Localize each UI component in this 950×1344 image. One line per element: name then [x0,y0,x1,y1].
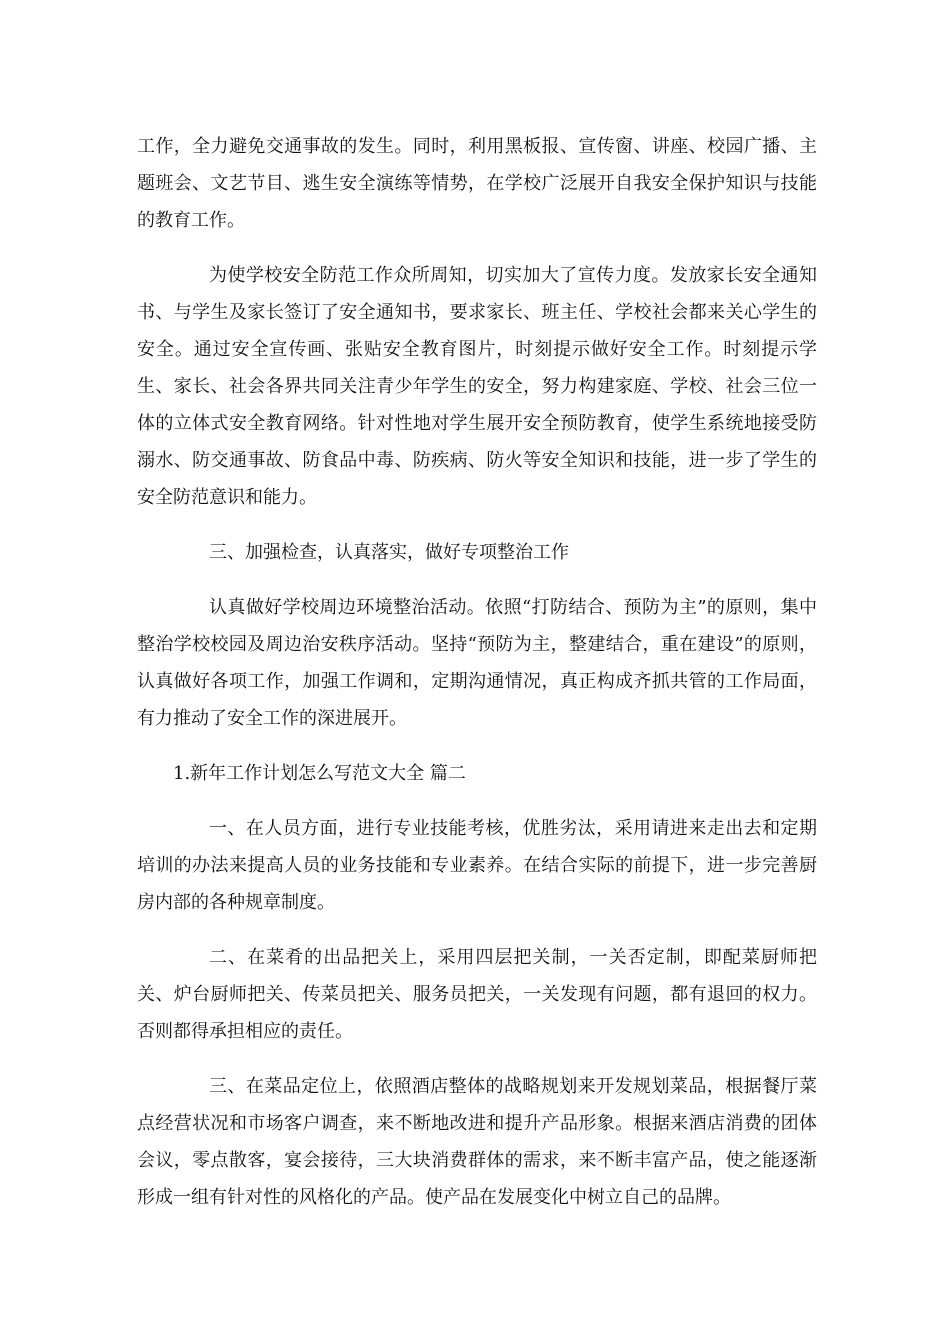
paragraph-traffic-safety: 工作，全力避免交通事故的发生。同时，利用黑板报、宣传窗、讲座、校园广播、主题班会、文艺节目、逃生安全演练等情势，在学校广泛展开自我安全保护知识与技能的教育工作。 [137,136,817,231]
paragraph-environment-rectification: 认真做好学校周边环境整治活动。依照“打防结合、预防为主”的原则，集中整治学校校园及周边治安秩序活动。坚持“预防为主，整建结合，重在建设”的原则，认真做好各项工作，加强工作调和，定期沟通情况，真正构成齐抓共管的工作局面，有力推动了安全工作的深进展开。 [137,597,817,729]
document-page [137,128,817,1234]
paragraph-dish-quality-control: 二、在菜肴的出品把关上，采用四层把关制，一关否定制，即配菜厨师把关、炉台厨师把关、传菜员把关、服务员把关，一关发现有问题，都有退回的权力。否则都得承担相应的责任。 [137,947,817,1042]
section-heading-inspection: 三、加强检查，认真落实，做好专项整治工作 [209,542,569,563]
paragraph-dish-positioning: 三、在菜品定位上，依照酒店整体的战略规划来开发规划菜品，根据餐厅菜点经营状况和市场客户调查，来不断地改进和提升产品形象。根据来酒店消费的团体会议，零点散客，宴会接待，三大块消费群体的需求，来不断丰富产品，使之能逐渐形成一组有针对性的风格化的产品。使产品在发展变化中树立自己的品牌。 [137,1076,817,1208]
paragraph-personnel: 一、在人员方面，进行专业技能考核，优胜劣汰，采用请进来走出去和定期培训的办法来提高人员的业务技能和专业素养。在结合实际的前提下，进一步完善厨房内部的各种规章制度。 [137,818,817,913]
article-subtitle: 1.新年工作计划怎么写范文大全 篇二 [173,763,466,784]
paragraph-safety-publicity: 为使学校安全防范工作众所周知，切实加大了宣传力度。发放家长安全通知书、与学生及家长签订了安全通知书，要求家长、班主任、学校社会都来关心学生的安全。通过安全宣传画、张贴安全教育图片，时刻提示做好安全工作。时刻提示学生、家长、社会各界共同关注青少年学生的安全，努力构建家庭、学校、社会三位一体的立体式安全教育网络。针对性地对学生展开安全预防教育，使学生系统地接受防溺水、防交通事故、防食品中毒、防疾病、防火等安全知识和技能，进一步了学生的安全防范意识和能力。 [137,265,817,508]
